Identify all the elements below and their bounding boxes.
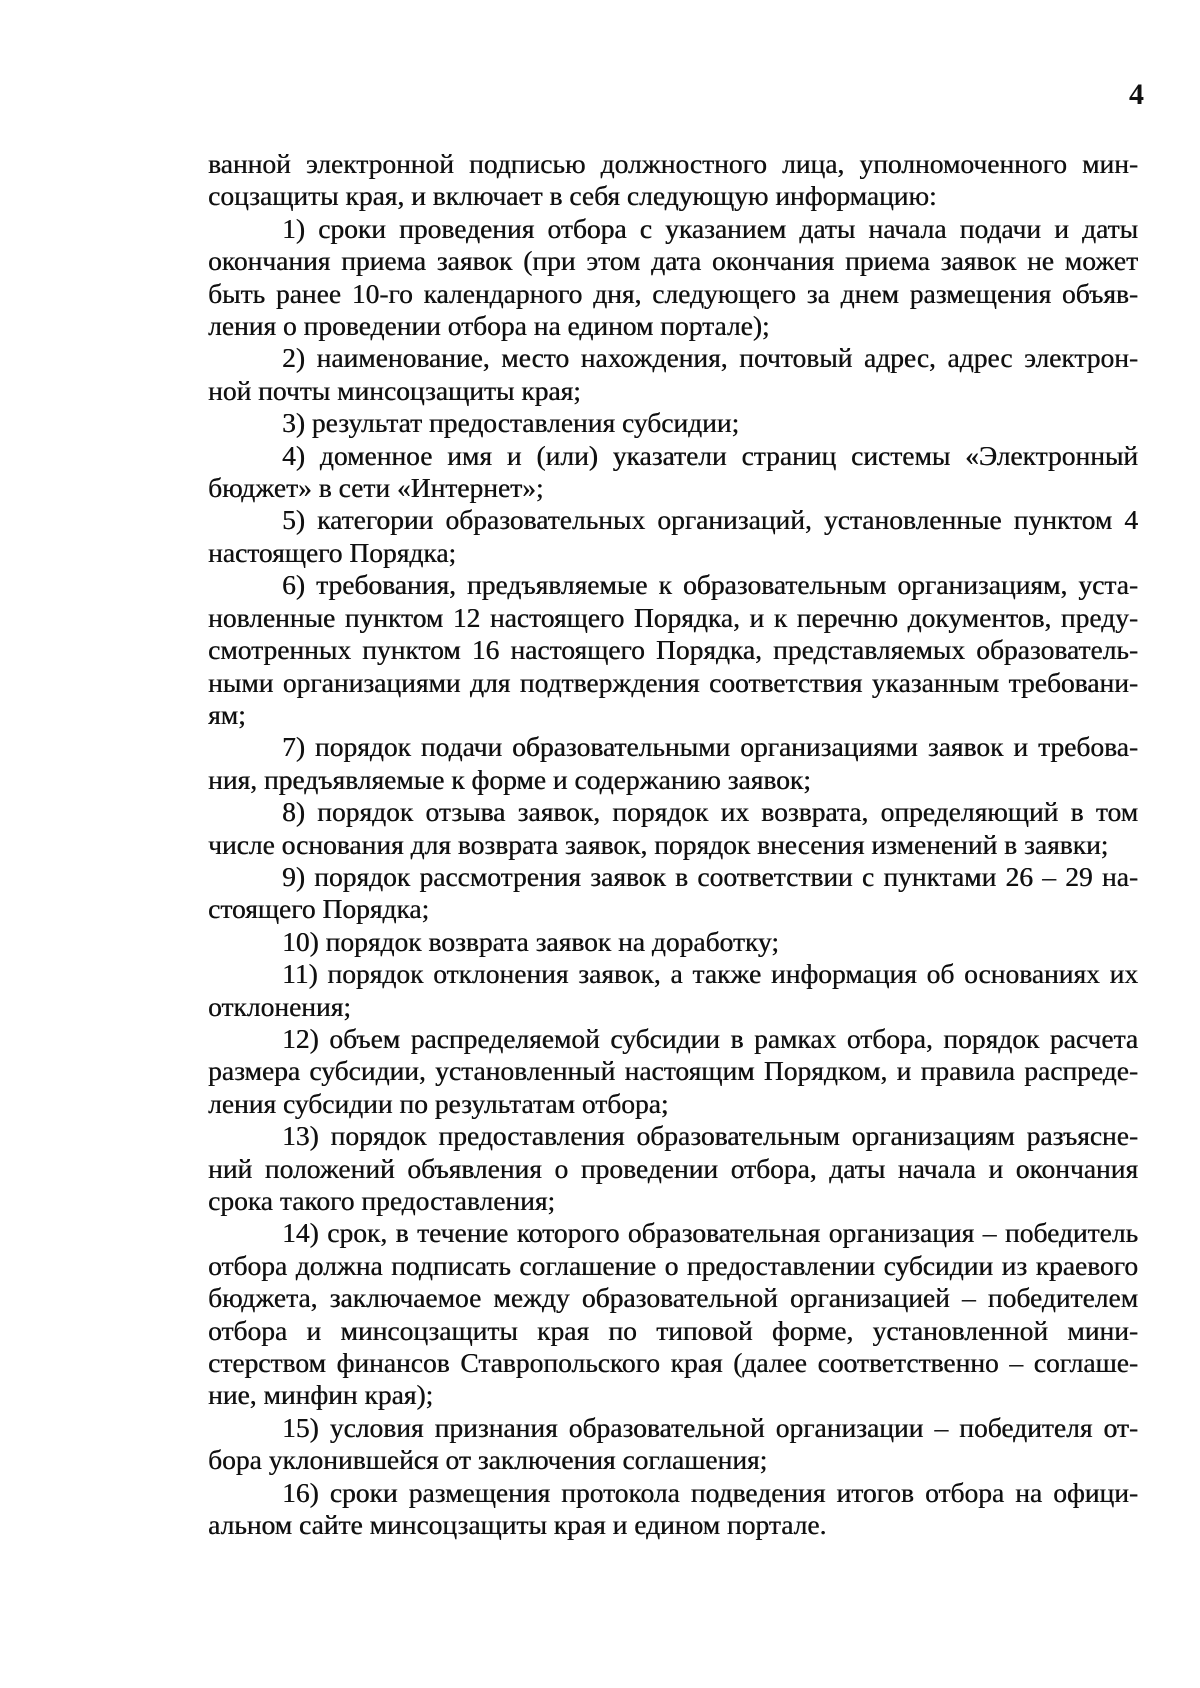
- list-item-1: 1) сроки проведения отбора с указанием даты начала подачи и даты окончания приема заявок (при этом дата окончания приема заявок не может быть ранее 10-го календарного дня, следующего за днем размещения объявления о проведении отбора на едином портале);: [208, 212, 1138, 342]
- list-item-5: 5) категории образовательных организаций, установленные пунктом 4 настоящего Порядка;: [208, 504, 1138, 568]
- list-item-2: 2) наименование, место нахождения, почтовый адрес, адрес электронной почты минсоцзащиты края;: [208, 342, 1138, 406]
- list-item-11: 11) порядок отклонения заявок, а также информация об основаниях их отклонения;: [208, 958, 1138, 1022]
- body-text: [208, 148, 1138, 1541]
- list-item-4: 4) доменное имя и (или) указатели страниц системы «Электронный бюджет» в сети «Интернет»;: [208, 439, 1138, 504]
- list-item-8: 8) порядок отзыва заявок, порядок их возврата, определяющий в том числе основания для возврата заявок, порядок внесения изменений в заявки;: [208, 796, 1138, 860]
- list-item-9: 9) порядок рассмотрения заявок в соответствии с пунктами 26 – 29 настоящего Порядка;: [208, 860, 1138, 925]
- list-item-14: 14) срок, в течение которого образовательная организация – победитель отбора должна подписать соглашение о предоставлении субсидии из краевого бюджета, заключаемое между образовательной организацией – победителем отбора и минсоцзащиты края по типовой форме, установленной министерством финансов Ставропольского края (далее соответственно – соглашение, минфин края);: [208, 1217, 1138, 1411]
- list-item-7: 7) порядок подачи образовательными организациями заявок и требования, предъявляемые к форме и содержанию заявок;: [208, 731, 1138, 795]
- intro-paragraph: ванной электронной подписью должностного лица, уполномоченного минсоцзащиты края, и включает в себя следующую информацию:: [208, 148, 1138, 212]
- list-item-16: 16) сроки размещения протокола подведения итогов отбора на официальном сайте минсоцзащиты края и едином портале.: [208, 1476, 1138, 1541]
- list-item-13: 13) порядок предоставления образовательным организациям разъяснений положений объявления о проведении отбора, даты начала и окончания срока такого предоставления;: [208, 1120, 1138, 1216]
- list-item-6: 6) требования, предъявляемые к образовательным организациям, установленные пунктом 12 настоящего Порядка, и к перечню документов, предусмотренных пунктом 16 настоящего Порядка, представляемых образовательными организациями для подтверждения соответствия указанным требованиям;: [208, 569, 1138, 730]
- page-number: 4: [1129, 78, 1144, 111]
- list-item-15: 15) условия признания образовательной организации – победителя отбора уклонившейся от заключения соглашения;: [208, 1411, 1138, 1476]
- list-item-12: 12) объем распределяемой субсидии в рамках отбора, порядок расчета размера субсидии, установленный настоящим Порядком, и правила распределения субсидии по результатам отбора;: [208, 1022, 1138, 1119]
- list-item-10: 10) порядок возврата заявок на доработку;: [282, 925, 779, 957]
- list-item-3: 3) результат предоставления субсидии;: [282, 407, 740, 439]
